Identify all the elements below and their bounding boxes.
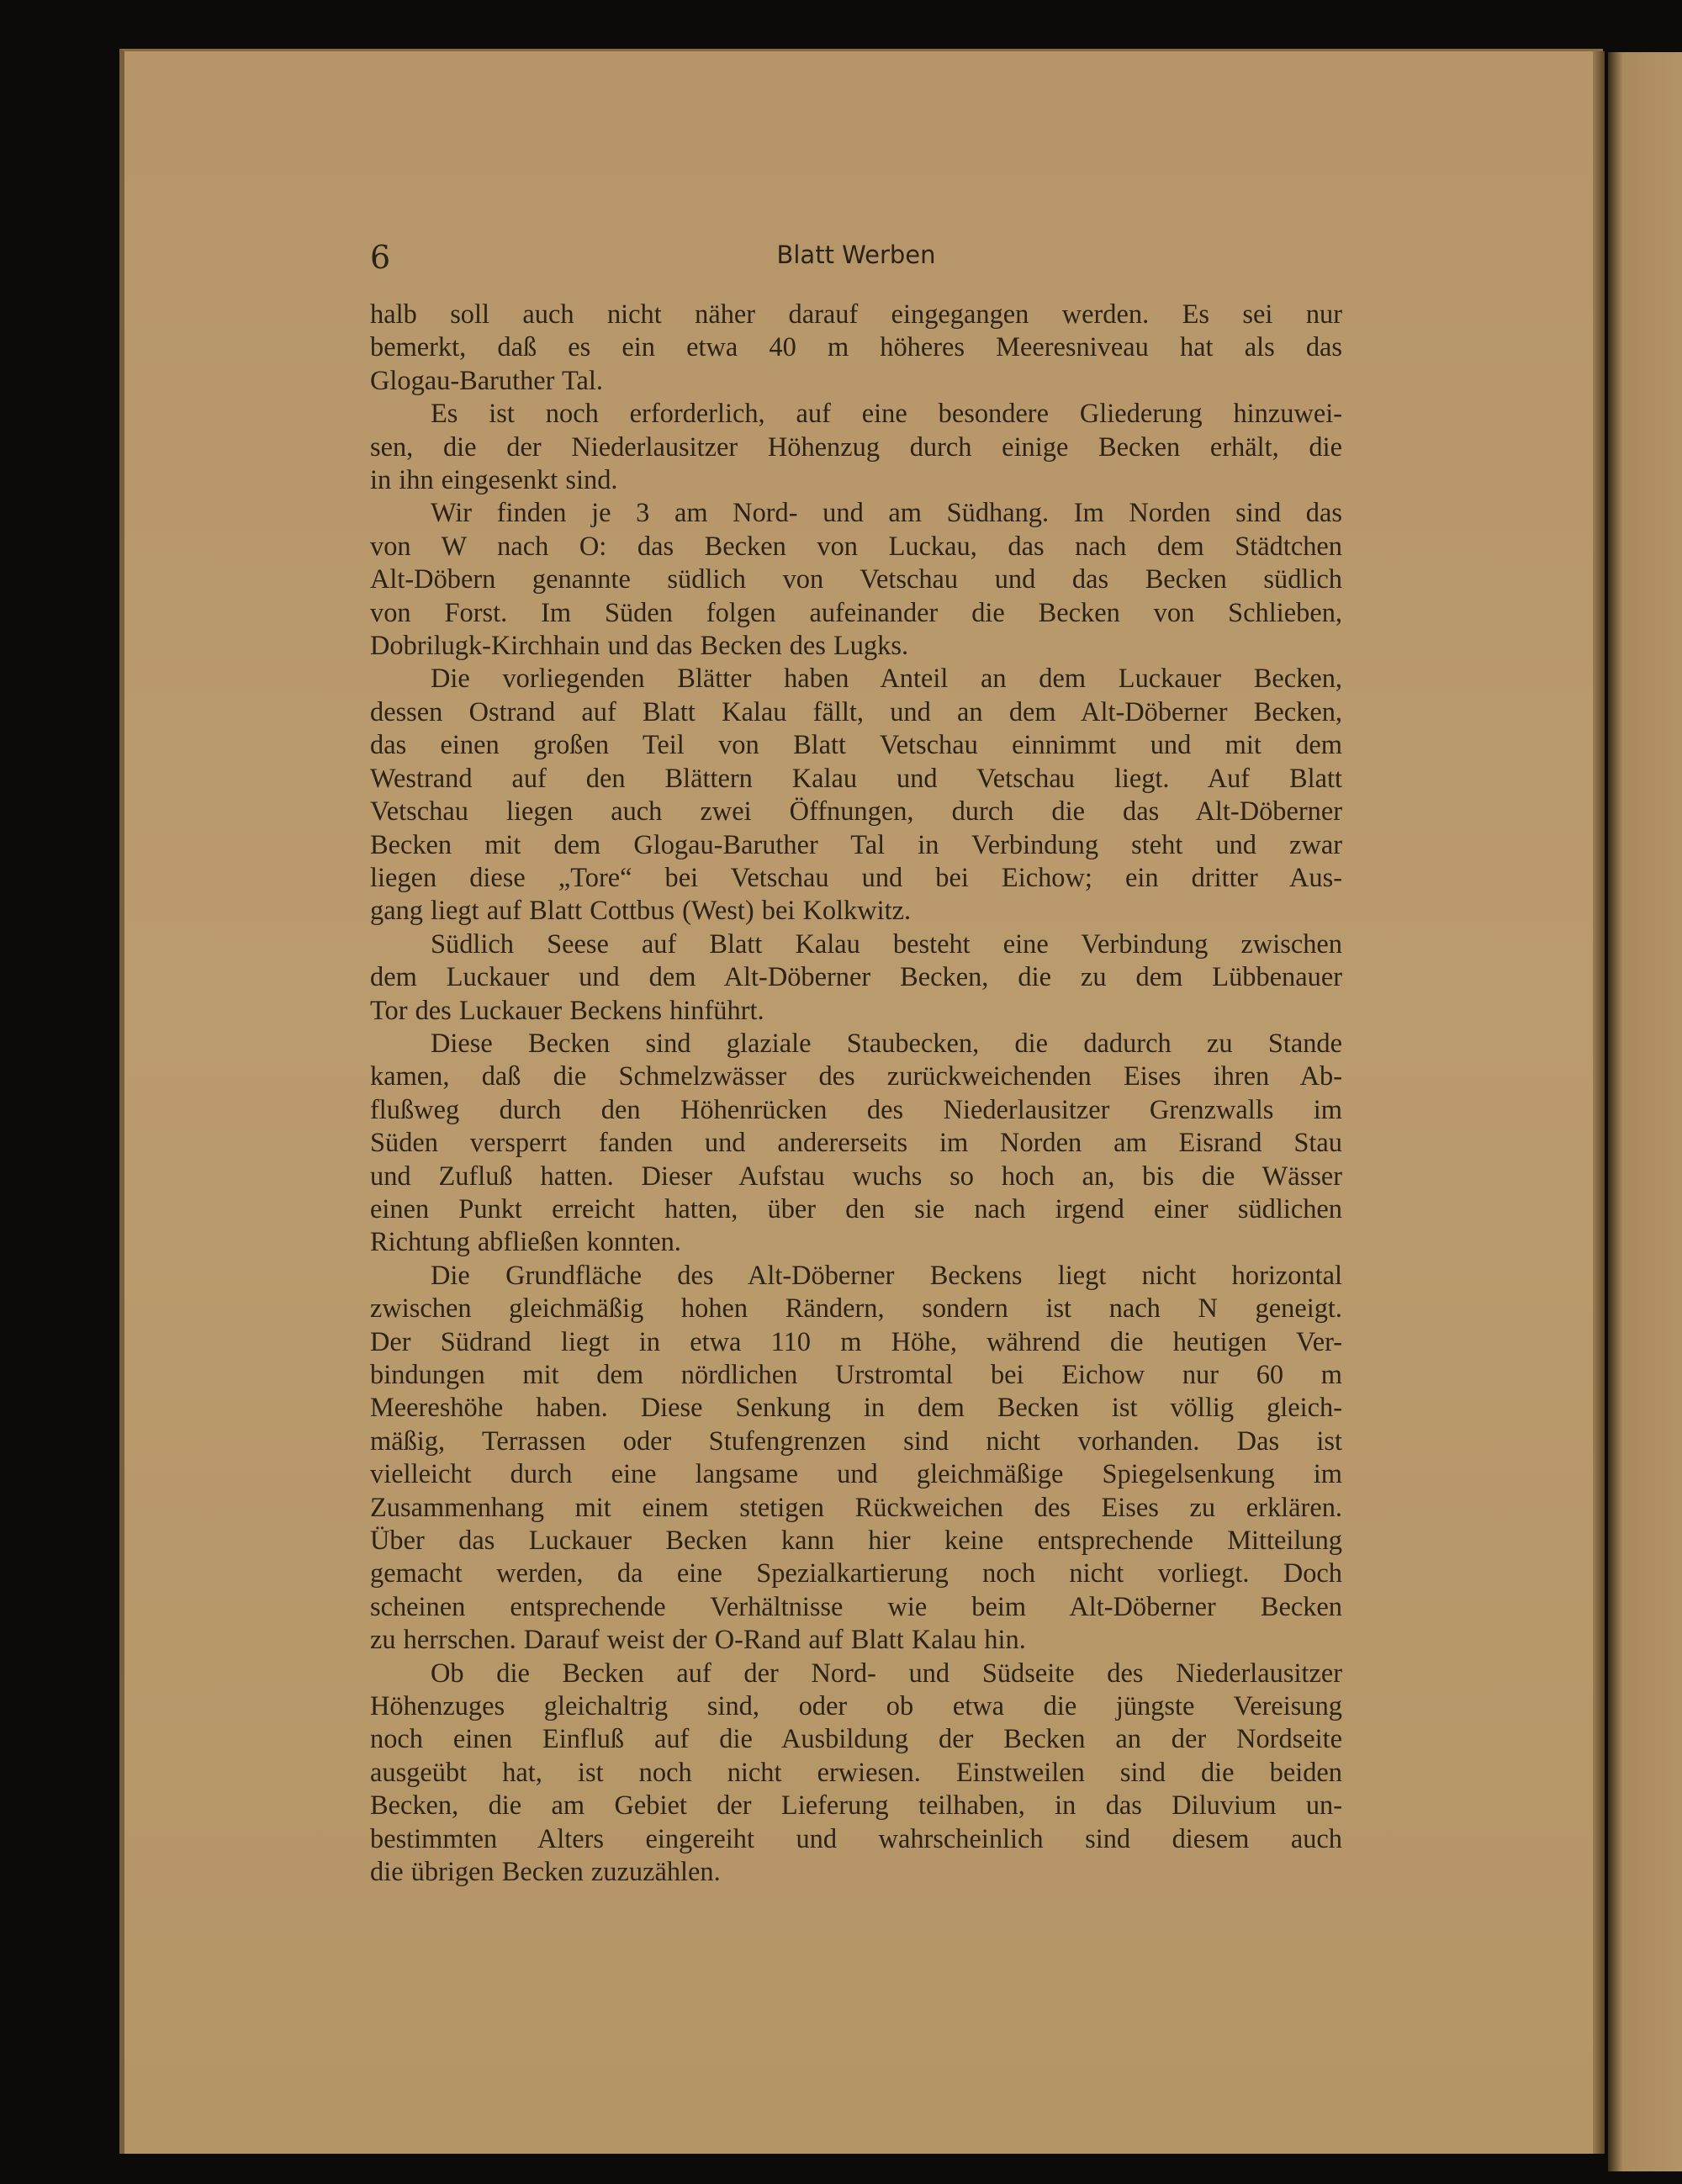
text-line: in ihn eingesenkt sind. — [370, 465, 618, 496]
text-line: Höhenzuges gleichaltrig sind, oder ob etwa die jüngste Vereisung — [370, 1691, 1342, 1722]
page-number: 6 — [370, 239, 391, 276]
text-line: liegen diese „Tore“ bei Vetschau und bei Eichow; ein dritter Aus- — [370, 862, 1342, 893]
text-line: und Zufluß hatten. Dieser Aufstau wuchs so hoch an, bis die Wässer — [370, 1161, 1342, 1192]
paragraph — [370, 299, 1342, 398]
text-line: zwischen gleichmäßig hohen Rändern, sondern ist nach N geneigt. — [370, 1293, 1342, 1325]
text-line: sen, die der Niederlausitzer Höhenzug durch einige Becken erhält, die — [370, 431, 1342, 463]
text-line: Die vorliegenden Blätter haben Anteil an dem Luckauer Becken, — [431, 664, 1342, 695]
text-line: Richtung abfließen konnten. — [370, 1227, 681, 1258]
page-header — [370, 235, 1342, 278]
text-line: Die Grundfläche des Alt-Döberner Beckens liegt nicht horizontal — [431, 1260, 1342, 1291]
text-line: Dobrilugk-Kirchhain und das Becken des Lugks. — [370, 631, 909, 662]
paragraph — [370, 1658, 1342, 1890]
text-line: Zusammenhang mit einem stetigen Rückweichen des Eises zu erklären. — [370, 1492, 1342, 1523]
text-line: gang liegt auf Blatt Cottbus (West) bei Kolkwitz. — [370, 896, 912, 927]
text-line: Südlich Seese auf Blatt Kalau besteht eine Verbindung zwischen — [431, 928, 1342, 960]
page-edge — [1593, 51, 1605, 2154]
text-line: mäßig, Terrassen oder Stufengrenzen sind nicht vorhanden. Das ist — [370, 1425, 1342, 1457]
text-line: die übrigen Becken zuzuzählen. — [370, 1857, 721, 1888]
text-line: Wir finden je 3 am Nord- und am Südhang. Im Norden sind das — [431, 498, 1342, 529]
text-line: von Forst. Im Süden folgen aufeinander die Becken von Schlieben, — [370, 597, 1342, 628]
text-line: Becken, die am Gebiet der Lieferung teilhaben, in das Diluvium un- — [370, 1790, 1342, 1822]
text-line: Diese Becken sind glaziale Staubecken, die dadurch zu Stande — [431, 1028, 1342, 1059]
text-line: scheinen entsprechende Verhältnisse wie beim Alt-Döberner Becken — [370, 1591, 1342, 1622]
paragraph — [370, 663, 1342, 928]
text-line: Über das Luckauer Becken kann hier keine entsprechende Mitteilung — [370, 1526, 1342, 1557]
paragraph — [370, 1260, 1342, 1658]
text-line: ausgeübt hat, ist noch nicht erwiesen. Einstweilen sind die beiden — [370, 1757, 1342, 1788]
text-line: bestimmten Alters eingereiht und wahrscheinlich sind diesem auch — [370, 1823, 1342, 1854]
text-line: Der Südrand liegt in etwa 110 m Höhe, während die heutigen Ver- — [370, 1326, 1342, 1357]
text-line: gemacht werden, da eine Spezialkartierung noch nicht vorliegt. Doch — [370, 1558, 1342, 1589]
text-line: Süden versperrt fanden und andererseits im Norden am Eisrand Stau — [370, 1128, 1342, 1159]
text-line: Glogau-Baruther Tal. — [370, 365, 603, 396]
running-title: Blatt Werben — [776, 241, 936, 269]
text-line: Vetschau liegen auch zwei Öffnungen, durch die das Alt-Döberner — [370, 796, 1342, 828]
text-line: flußweg durch den Höhenrücken des Niederlausitzer Grenzwalls im — [370, 1094, 1342, 1125]
text-line: Meereshöhe haben. Diese Senkung in dem Becken ist völlig gleich- — [370, 1393, 1342, 1424]
text-line: noch einen Einfluß auf die Ausbildung der Becken an der Nordseite — [370, 1724, 1342, 1755]
text-line: Westrand auf den Blättern Kalau und Vetschau liegt. Auf Blatt — [370, 763, 1342, 794]
body-text — [370, 299, 1342, 1890]
text-line: kamen, daß die Schmelzwässer des zurückweichenden Eises ihren Ab- — [370, 1061, 1342, 1092]
text-line: dem Luckauer und dem Alt-Döberner Becken, die zu dem Lübbenauer — [370, 962, 1342, 993]
text-line: einen Punkt erreicht hatten, über den sie nach irgend einer südlichen — [370, 1193, 1342, 1224]
text-line: Alt-Döbern genannte südlich von Vetschau und das Becken südlich — [370, 564, 1342, 595]
text-line: von W nach O: das Becken von Luckau, das nach dem Städtchen — [370, 531, 1342, 562]
text-line: halb soll auch nicht näher darauf eingegangen werden. Es sei nur — [370, 299, 1342, 330]
adjacent-page-edge — [1608, 52, 1682, 2171]
text-line: bemerkt, daß es ein etwa 40 m höheres Meeresniveau hat als das — [370, 332, 1342, 363]
text-line: Ob die Becken auf der Nord- und Südseite des Niederlausitzer — [431, 1658, 1342, 1689]
text-line: Es ist noch erforderlich, auf eine besondere Gliederung hinzuwei- — [431, 399, 1342, 430]
text-line: Tor des Luckauer Beckens hinführt. — [370, 995, 764, 1026]
text-line: bindungen mit dem nördlichen Urstromtal bei Eichow nur 60 m — [370, 1360, 1342, 1390]
text-line: zu herrschen. Darauf weist der O-Rand auf Blatt Kalau hin. — [370, 1625, 1026, 1656]
paragraph — [370, 497, 1342, 663]
paragraph — [370, 1028, 1342, 1260]
text-line: das einen großen Teil von Blatt Vetschau einnimmt und mit dem — [370, 730, 1342, 761]
paragraph — [370, 928, 1342, 1028]
text-line: dessen Ostrand auf Blatt Kalau fällt, und an dem Alt-Döberner Becken, — [370, 696, 1342, 727]
text-line: Becken mit dem Glogau-Baruther Tal in Verbindung steht und zwar — [370, 829, 1342, 860]
text-line: vielleicht durch eine langsame und gleichmäßige Spiegelsenkung im — [370, 1459, 1342, 1490]
paragraph — [370, 398, 1342, 497]
